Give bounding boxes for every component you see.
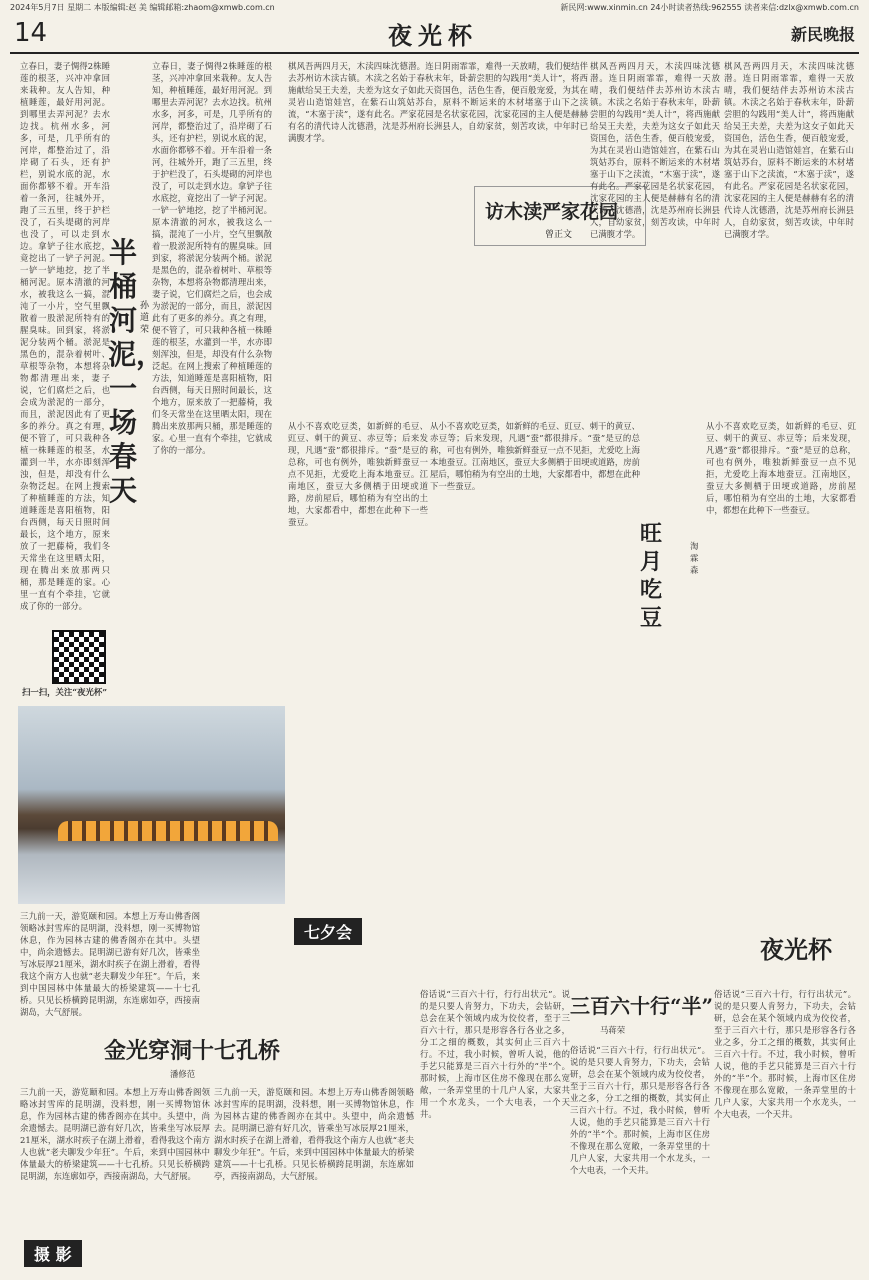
- article4-intro: 三九前一天，游览颐和园。本想上万寿山佛香阁领略冰封雪库的昆明湖，没料想，刚一买博物馆休息，作为园林古建的佛香阁亦在其中。头望中，尚余遗憾去。昆明湖已游有好几次，皆乘坐写冰辰厚21厘米，湖水时疾子在湖上滑着，看得我这个南方人也就“老夫聊发少年狂”。午后，来到中国园林中体量最大的桥梁建筑——十七孔桥。只见长桥横跨昆明湖，东连廓如亭，西接南湖岛，大气舒展。: [20, 911, 200, 1017]
- yeguangbei-logo: 夜光杯: [760, 935, 832, 964]
- article4-title: 金光穿洞十七孔桥: [104, 1038, 281, 1064]
- article1-body-continued: 立春日，妻子惆得2株睡莲的根茎，兴冲冲拿回来栽种。友人告知，种植睡莲，最好用河泥。到哪里去弄河泥？去水边找。杭州水多，河多，可是，几乎所有的河岸，都整治过了，沿岸砌了石头，还有护栏，别说水底的泥，水面你都够不着。开车沿着一条河，往城外开，跑了三五里，终于护栏没了，石头堤砌的河岸也没了，可以走到水边。拿铲子往水底挖，竟挖出了一铲子河泥。一铲一铲地挖，挖了半桶河泥。原本清澈的河水，被我这么一搞，混沌了一小片，空气里飘散着一股淤泥所特有的腥臭味。回到家，将淤泥分装两个桶。淤泥是黑色的，混杂着树叶、草根等杂物，本想将杂物都清理出来，妻子说，它们腐烂之后，也会成为淤泥的一部分，而且，淤泥因此有了更多的养分。真之有理，便不管了，可只栽种各植一株睡莲的根茎，水灌到一半，水亦即刻浑浊，但是，却没有什么杂物泛起。在网上搜索了种植睡莲的方法，知道睡莲是喜阳植物，阳台西侧，每天日照时间最长，这个地方，原来放了一把藤椅，我们冬天常坐在这里晒太阳，现在腾出来放那两只桶，那是睡莲的家。心里一直有个牵挂，它就成了你的一部分。: [152, 61, 272, 455]
- article5-intro: 俗话说“三百六十行，行行出状元”。说的是只要人肯努力，下功夫，会钻研，总会在某个领域内成为佼佼者，至于三百六十行，那只是形容各行各业之多，分工之细的概数，其实何止三百六十行。不过，我小时候，曾听人说，他的手艺只能算是三百六十行外的“半”个。那时候，上海市区住房不像现在那么宽敞，一条弄堂里的十几户人家，大家共用一个水龙头，一个大电表，一个天井。: [420, 989, 570, 1119]
- page-header: [10, 16, 859, 54]
- article3-body: 从小不喜欢吃豆类，如新鲜的毛豆、豇豆、刺干的黄豆、赤豆等；后来发现，凡遇“蚕”都很排斥。“蚕”是豆的总称，可也有例外，唯独新鲜蚕豆一点不见拒，尤爱吃上海本地蚕豆。江南地区，蚕豆大多侧栖于田埂或道路，房前屋后，哪怕稍为有空出的土地，大家都看中，都想在此种下一些蚕豆。: [430, 421, 640, 491]
- article4-body-right: 三九前一天，游览颐和园。本想上万寿山佛香阁领略冰封雪库的昆明湖，没料想，刚一买博物馆休息，作为园林古建的佛香阁亦在其中。头望中，尚余遗憾去。昆明湖已游有好几次，皆乘坐写冰辰厚21厘米，湖水时疾子在湖上滑着，看得我这个南方人也就“老夫聊发少年狂”。午后，来到中国园林中体量最大的桥梁建筑——十七孔桥。只见长桥横跨昆明湖，东连廓如亭，西接南湖岛，大气舒展。: [214, 1087, 414, 1181]
- article5-author: 马蒋荣: [600, 1025, 626, 1035]
- article3-body-left: 从小不喜欢吃豆类，如新鲜的毛豆、豇豆、刺干的黄豆、赤豆等；后来发现，凡遇“蚕”都很排斥。“蚕”是豆的总称，可也有例外，唯独新鲜蚕豆一点不见拒，尤爱吃上海本地蚕豆。江南地区，蚕豆大多侧栖于田埂或道路，房前屋后，哪怕稍为有空出的土地，大家都看中，都想在此种下一些蚕豆。: [288, 421, 428, 527]
- article1-title: 半桶河泥，一场春天: [108, 236, 165, 507]
- page-number: 14: [14, 18, 48, 48]
- header-info-bar: [10, 2, 859, 16]
- date-editor-line: 2024年5月7日 星期二 本版编辑:赵 美 编辑邮箱:zhaom@xmwb.com.cn: [10, 3, 275, 12]
- qr-code[interactable]: [52, 630, 106, 684]
- article2-title: 访木渎严家花园: [485, 201, 619, 223]
- paper-name: 新民晚报: [790, 25, 855, 44]
- article1-author: 孙道荣: [140, 301, 150, 335]
- bridge-photo: [18, 706, 285, 904]
- article5-title: 三百六十行“半”: [570, 994, 714, 1018]
- qr-caption: 扫一扫，关注“夜光杯”: [22, 687, 108, 697]
- article3-title: 旺月吃豆: [640, 521, 663, 631]
- article5-body-right: 俗话说“三百六十行，行行出状元”。说的是只要人肯努力，下功夫，会钻研，总会在某个领域内成为佼佼者，至于三百六十行，那只是形容各行各业之多，分工之细的概数，其实何止三百六十行。不过，我小时候，曾听人说，他的手艺只能算是三百六十行外的“半”个。那时候，上海市区住房不像现在那么宽敞，一条弄堂里的十几户人家，大家共用一个水龙头，一个大电表，一个天井。: [714, 989, 856, 1119]
- article3-author: 淘霖森: [690, 541, 699, 575]
- article4-body: 三九前一天，游览颐和园。本想上万寿山佛香阁领略冰封雪库的昆明湖，没料想，刚一买博物馆休息，作为园林古建的佛香阁亦在其中。头望中，尚余遗憾去。昆明湖已游有好几次，皆乘坐写冰辰厚21厘米，湖水时疾子在湖上滑着，看得我这个南方人也就“老夫聊发少年狂”。午后，来到中国园林中体量最大的桥梁建筑——十七孔桥。只见长桥横跨昆明湖，东连廓如亭，西接南湖岛，大气舒展。: [20, 1087, 210, 1181]
- photo-tag: 摄 影: [24, 1240, 82, 1267]
- masthead-title: 夜光杯: [388, 21, 478, 50]
- article5-body: 俗话说“三百六十行，行行出状元”。说的是只要人肯努力，下功夫，会钻研，总会在某个领域内成为佼佼者，至于三百六十行，那只是形容各行各业之多，分工之细的概数，其实何止三百六十行。不过，我小时候，曾听人说，他的手艺只能算是三百六十行外的“半”个。那时候，上海市区住房不像现在那么宽敞，一条弄堂里的十几户人家，大家共用一个水龙头，一个大电表，一个天井。: [570, 1045, 710, 1175]
- article2-body-far-right: 棋风吾两四月天，木渎四味沈德潜。连日阴雨霏霏，难得一天放晴，我们便结伴去苏州访木渎古镇。木渎之名始于春秋末年，卧薪尝胆的勾践用“美人计”，将西施献给吴王夫差，夫差为这女子如此天资国色，活色生香，便百般宠爱，为其在灵岩山造馆娃宫，在紫石山筑姑苏台，原料不断运来的木材堵塞于山下之渎流，“木塞于渎”，遂有此名。严家花园是名状家花园，沈家花园的主人便是赫赫有名的清代诗人沈德潜，沈是苏州府长洲县人，自幼家贫，刻苦攻读，中年时已满腹才学。: [724, 61, 854, 239]
- article3-body-right: 从小不喜欢吃豆类，如新鲜的毛豆、豇豆、刺干的黄豆、赤豆等；后来发现，凡遇“蚕”都很排斥。“蚕”是豆的总称，可也有例外，唯独新鲜蚕豆一点不见拒，尤爱吃上海本地蚕豆。江南地区，蚕豆大多侧栖于田埂或道路，房前屋后，哪怕稍为有空出的土地，大家都看中，都想在此种下一些蚕豆。: [706, 421, 856, 515]
- seventeen-arch-bridge-shape: [58, 821, 278, 841]
- article2-intro: 棋风吾两四月天，木渎四味沈德潜。连日阴雨霏霏，难得一天放晴，我们便结伴去苏州访木渎古镇。木渎之名始于春秋末年，卧薪尝胆的勾践用“美人计”，将西施献给吴王夫差，夫差为这女子如此天资国色，活色生香，便百般宠爱，为其在灵岩山造馆娃宫，在紫石山筑姑苏台，原料不断运来的木材堵塞于山下之渎流，“木塞于渎”，遂有此名。严家花园是名状家花园，沈家花园的主人便是赫赫有名的清代诗人沈德潜，沈是苏州府长洲县人，自幼家贫，刻苦攻读，中年时已满腹才学。: [288, 61, 588, 143]
- article2-author: 曾正文: [545, 230, 573, 240]
- article1-body: 立春日，妻子惆得2株睡莲的根茎，兴冲冲拿回来栽种。友人告知，种植睡莲，最好用河泥。到哪里去弄河泥？去水边找。杭州水多，河多，可是，几乎所有的河岸，都整治过了，沿岸砌了石头，还有护栏，别说水底的泥，水面你都够不着。开车沿着一条河，往城外开，跑了三五里，终于护栏没了，石头堤砌的河岸也没了，可以走到水边。拿铲子往水底挖，竟挖出了一铲子河泥。一铲一铲地挖，挖了半桶河泥。原本清澈的河水，被我这么一搞，混沌了一小片，空气里飘散着一股淤泥所特有的腥臭味。回到家，将淤泥分装两个桶。淤泥是黑色的，混杂着树叶、草根等杂物，本想将杂物都清理出来，妻子说，它们腐烂之后，也会成为淤泥的一部分，而且，淤泥因此有了更多的养分。真之有理，便不管了，可只栽种各植一株睡莲的根茎，水灌到一半，水亦即刻浑浊，但是，却没有什么杂物泛起。在网上搜索了种植睡莲的方法，知道睡莲是喜阳植物，阳台西侧，每天日照时间最长，这个地方，原来放了一把藤椅，我们冬天常坐在这里晒太阳，现在腾出来放那两只桶，那是睡莲的家。心里一直有个牵挂，它就成了你的一部分。: [20, 61, 110, 611]
- article2-body-right: 棋风吾两四月天，木渎四味沈德潜。连日阴雨霏霏，难得一天放晴，我们便结伴去苏州访木渎古镇。木渎之名始于春秋末年，卧薪尝胆的勾践用“美人计”，将西施献给吴王夫差，夫差为这女子如此天资国色，活色生香，便百般宠爱，为其在灵岩山造馆娃宫，在紫石山筑姑苏台，原料不断运来的木材堵塞于山下之渎流，“木塞于渎”，遂有此名。严家花园是名状家花园，沈家花园的主人便是赫赫有名的清代诗人沈德潜，沈是苏州府长洲县人，自幼家贫，刻苦攻读，中年时已满腹才学。: [590, 61, 720, 239]
- contact-line: 新民网:www.xinmin.cn 24小时读者热线:962555 读者来信:dzlx@xmwb.com.cn: [560, 3, 859, 12]
- article4-author: 潘修范: [170, 1069, 196, 1079]
- qixi-tag: 七夕会: [294, 918, 362, 945]
